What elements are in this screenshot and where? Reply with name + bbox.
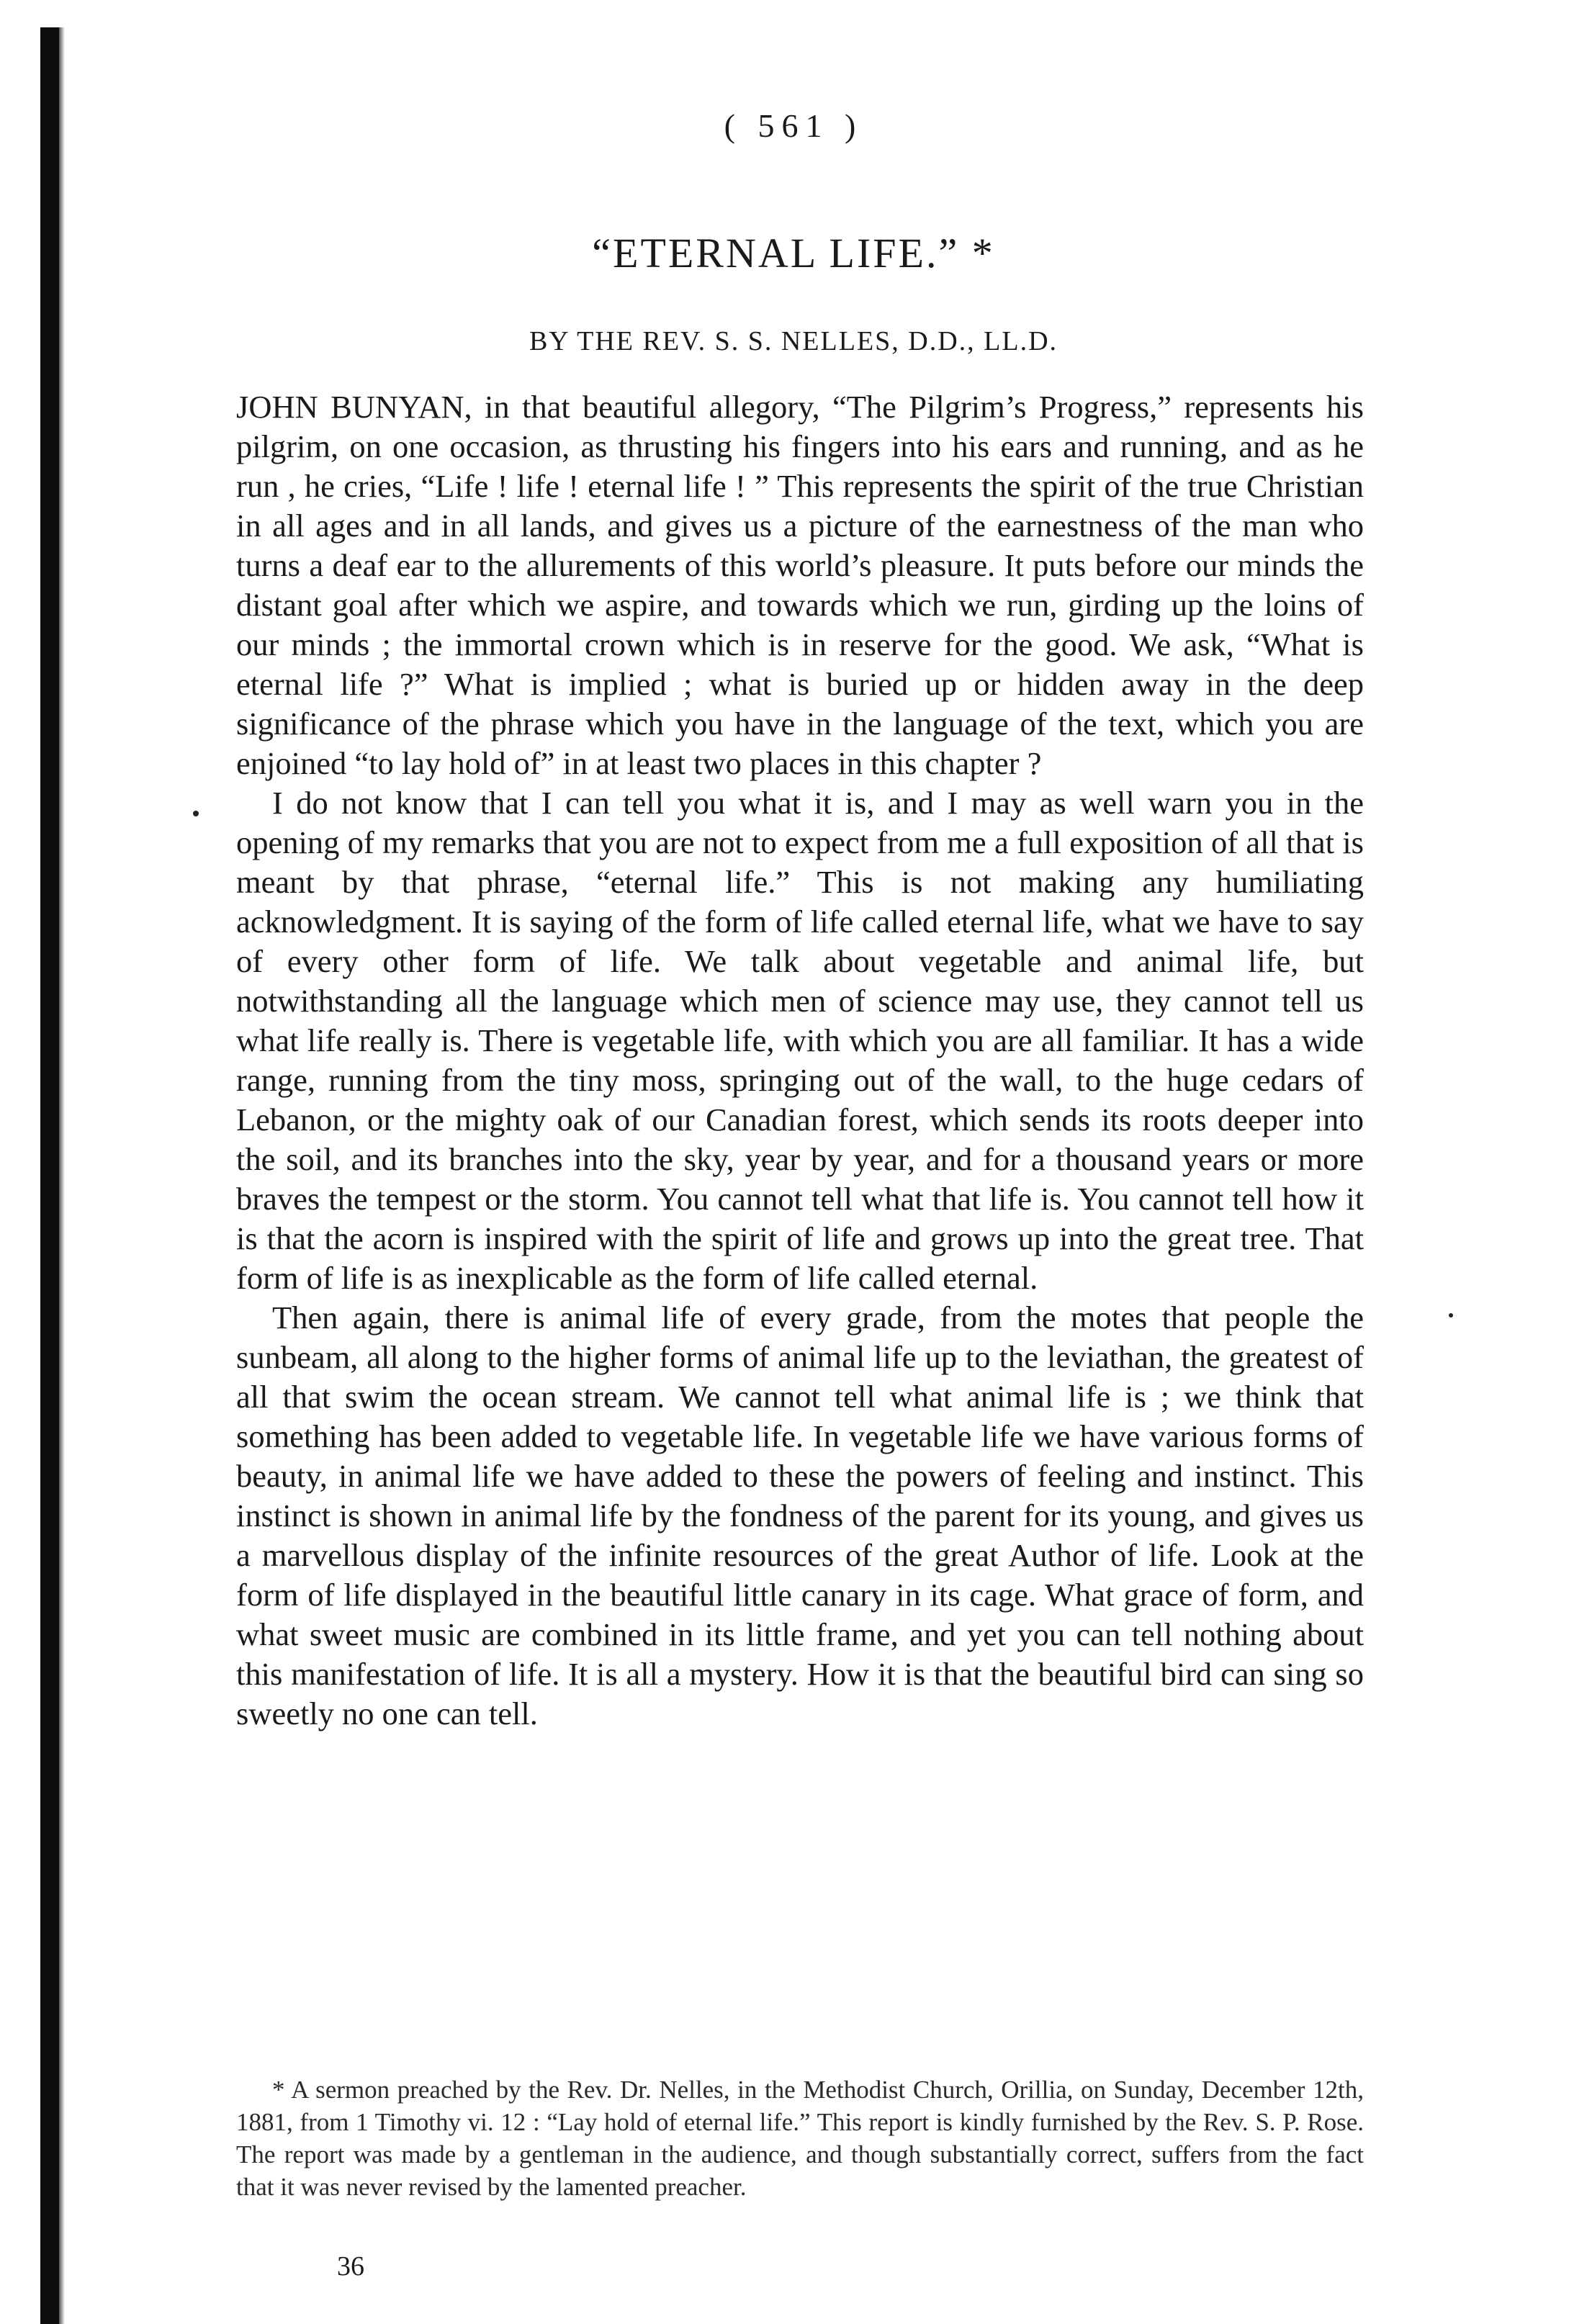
page-number: ( 561 ) <box>724 107 863 144</box>
article-title: “ETERNAL LIFE.” * <box>592 230 995 276</box>
paragraph-3: Then again, there is animal life of every grade, from the motes that people the sunbeam, all along to the higher forms of animal life up to the leviathan, the greatest of all that swim the ocean stream. We cannot tell what animal life is ; we think that something has been added to vegetable life. In vegetable life we have various forms of beauty, in animal life we have added to these the powers of feeling and instinct. This instinct is shown in animal life by the fondness of the parent for its young, and gives us a marvellous display of the infinite resources of the great Author of life. Look at the form of life displayed in the beautiful little canary in its cage. What grace of form, and what sweet music are combined in its little frame, and yet you can tell nothing about this manifestation of life. It is all a mystery. How it is that the beautiful bird can sing so sweetly no one can tell. <box>236 1300 1364 1731</box>
paragraph-1: JOHN BUNYAN, in that beautiful allegory, “The Pilgrim’s Progress,” represents his pilgrim, on one occasion, as thrusting his fingers into his ears and running, and as he run , he cries, “Life ! life ! eternal life ! ” This represents the spirit of the true Christian in all ages and in all lands, and gives us a picture of the earnestness of the man who turns a deaf ear to the allurements of this world’s pleasure. It puts before our minds the distant goal after which we aspire, and towards which we run, girding up the loins of our minds ; the immortal crown which is in reserve for the good. We ask, “What is eternal life ?” What is implied ; what is buried up or hidden away in the deep significance of the phrase which you have in the language of the text, which you are enjoined “to lay hold of” in at least two places in this chapter ? <box>236 389 1364 781</box>
binding-edge <box>40 27 59 2324</box>
margin-speck <box>193 811 199 816</box>
margin-speck <box>1449 1313 1453 1318</box>
byline: BY THE REV. S. S. NELLES, D.D., LL.D. <box>529 326 1058 356</box>
footnote: * A sermon preached by the Rev. Dr. Nelles, in the Methodist Church, Orillia, on Sunday, December 12th, 1881, from 1 Timothy vi. 12 : “Lay hold of eternal life.” This report is kindly furnished by the Rev. S. P. Rose. The report was made by a gentleman in the audience, and though substantially correct, suffers from the fact that it was never revised by the lamented preacher. <box>236 2076 1364 2201</box>
article-body <box>236 387 1364 1734</box>
signature-mark: 36 <box>337 2251 364 2282</box>
paragraph-2: I do not know that I can tell you what it is, and I may as well warn you in the opening of my remarks that you are not to expect from me a full exposition of all that is meant by that phrase, “eternal life.” This is not making any humiliating acknowledgment. It is saying of the form of life called eternal life, what we have to say of every other form of life. We talk about vegetable and animal life, but notwithstanding all the language which men of science may use, they cannot tell us what life really is. There is vegetable life, with which you are all familiar. It has a wide range, running from the tiny moss, springing out of the wall, to the huge cedars of Lebanon, or the mighty oak of our Canadian forest, which sends its roots deeper into the soil, and its branches into the sky, year by year, and for a thousand years or more braves the tempest or the storm. You cannot tell what that life is. You cannot tell how it is that the acorn is inspired with the spirit of life and grows up into the great tree. That form of life is as inexplicable as the form of life called eternal. <box>236 785 1364 1296</box>
